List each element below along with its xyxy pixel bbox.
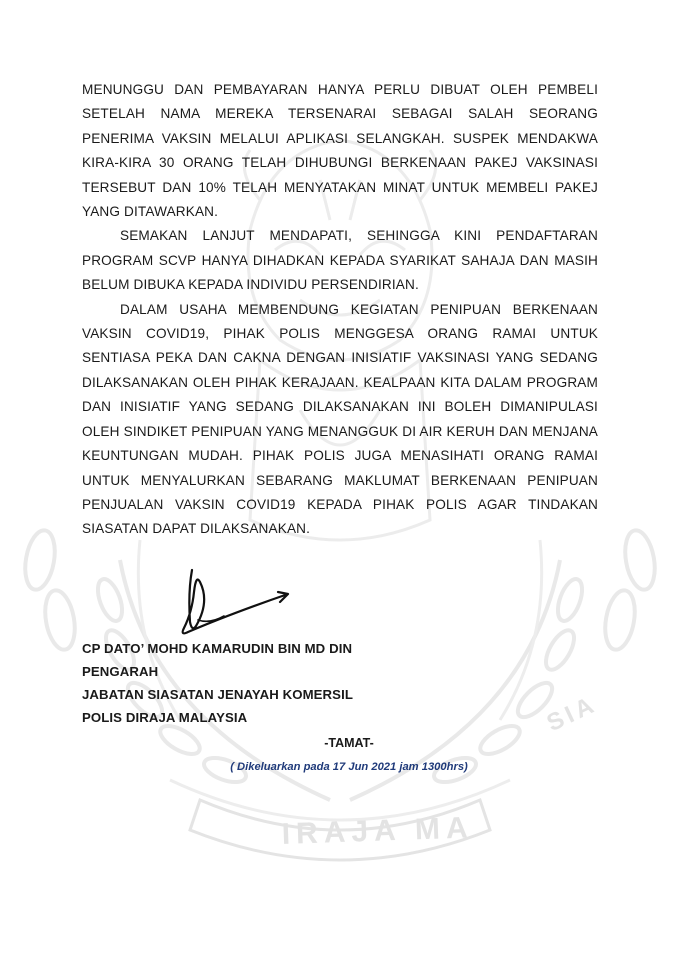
signatory-name: CP DATO’ MOHD KAMARUDIN BIN MD DIN <box>82 641 353 656</box>
signatory-position: PENGARAH <box>82 664 159 679</box>
signatory-block <box>82 637 353 729</box>
paragraph-registration-check: SEMAKAN LANJUT MENDAPATI, SEHINGGA KINI PENDAFTARAN PROGRAM SCVP HANYA DIHADKAN KEPADA SYARIKAT SAHAJA DAN MASIH BELUM DIBUKA KEPADA INDIVIDU PERSENDIRIAN. <box>82 228 598 293</box>
watermark-right-text: SIA <box>542 690 602 738</box>
issued-date-note: ( Dikeluarkan pada 17 Jun 2021 jam 1300hrs) <box>230 761 468 773</box>
paragraph-continuation: MENUNGGU DAN PEMBAYARAN HANYA PERLU DIBUAT OLEH PEMBELI SETELAH NAMA MEREKA TERSENARAI SEBAGAI SALAH SEORANG PENERIMA VAKSIN MELALUI APLIKASI SELANGKAH. SUSPEK MENDAKWA KIRA-KIRA 30 ORANG TELAH DIHUBUNGI BERKENAAN PAKEJ VAKSINASI TERSEBUT DAN 10% TELAH MENYATAKAN MINAT UNTUK MEMBELI PAKEJ YANG DITAWARKAN. <box>82 82 598 220</box>
end-marker: -TAMAT- <box>324 736 374 750</box>
signatory-department: JABATAN SIASATAN JENAYAH KOMERSIL <box>82 687 353 702</box>
signatory-organization: POLIS DIRAJA MALAYSIA <box>82 710 248 725</box>
handwritten-signature <box>170 562 300 642</box>
watermark-lower-text: IRAJA MA <box>281 811 475 852</box>
letter-body <box>82 78 598 542</box>
paragraph-police-advice: DALAM USAHA MEMBENDUNG KEGIATAN PENIPUAN BERKENAAN VAKSIN COVID19, PIHAK POLIS MENGGESA ORANG RAMAI UNTUK SENTIASA PEKA DAN CAKNA DENGAN INISIATIF VAKSINASI YANG SEDANG DILAKSANAKAN OLEH PIHAK KERAJAAN. KEALPAAN KITA DALAM PROGRAM DAN INISIATIF YANG SEDANG DILAKSANAKAN INI BOLEH DIMANIPULASI OLEH SINDIKET PENIPUAN YANG MENANGGUK DI AIR KERUH DAN MENJANA KEUNTUNGAN MUDAH. PIHAK POLIS JUGA MENASIHATI ORANG RAMAI UNTUK MENYALURKAN SEBARANG MAKLUMAT BERKENAAN PENIPUAN PENJUALAN VAKSIN COVID19 KEPADA PIHAK POLIS AGAR TINDAKAN SIASATAN DAPAT DILAKSANAKAN. <box>82 301 598 537</box>
